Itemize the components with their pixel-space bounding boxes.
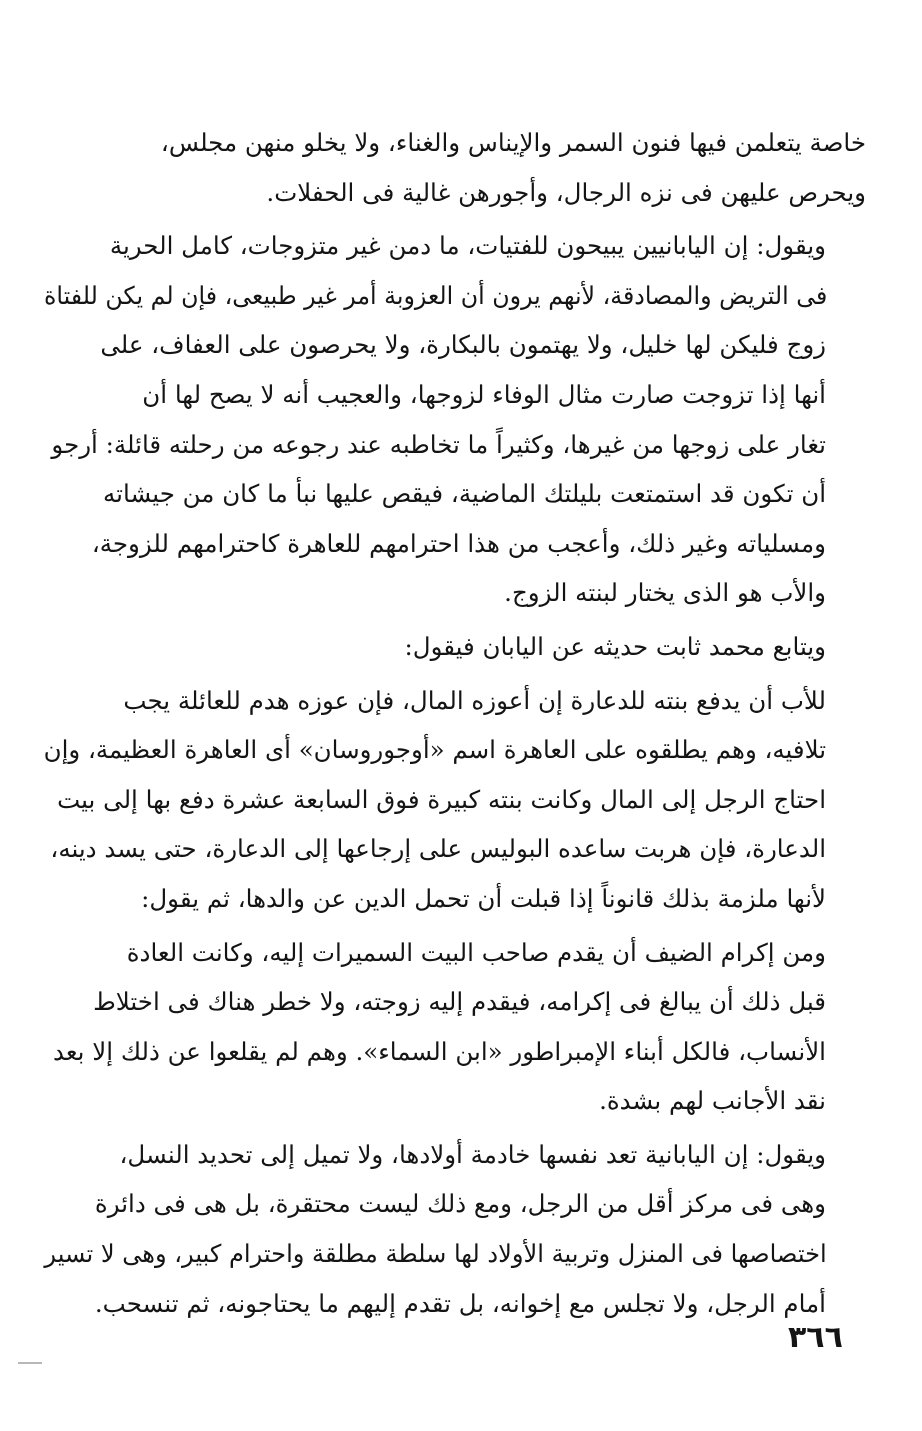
paragraph xyxy=(44,221,866,618)
paragraph xyxy=(44,622,866,672)
text-line: ويتابع محمد ثابت حديثه عن اليابان فيقول: xyxy=(404,631,826,661)
text-line: ومن إكرام الضيف أن يقدم صاحب البيت السميرات إليه، وكانت العادة xyxy=(126,937,826,967)
text-line: وهى فى مركز أقل من الرجل، ومع ذلك ليست محتقرة، بل هى فى دائرة xyxy=(94,1189,826,1219)
text-line: الدعارة، فإن هربت ساعده البوليس على إرجاعها إلى الدعارة، حتى يسد دينه، xyxy=(50,834,826,864)
text-line: أنها إذا تزوجت صارت مثال الوفاء لزوجها، والعجيب أنه لا يصح لها أن xyxy=(142,379,826,409)
text-line: ومسلياته وغير ذلك، وأعجب من هذا احترامهم للعاهرة كاحترامهم للزوجة، xyxy=(91,528,826,558)
text-line: نقد الأجانب لهم بشدة. xyxy=(599,1086,826,1116)
page-body-text xyxy=(44,118,866,1332)
text-line: قبل ذلك أن يبالغ فى إكرامه، فيقدم إليه زوجته، ولا خطر هناك فى اختلاط xyxy=(93,987,826,1017)
page-number: ٣٦٦ xyxy=(788,1320,843,1355)
text-line: أن تكون قد استمتعت بليلتك الماضية، فيقص عليها نبأ ما كان من جيشاته xyxy=(103,479,826,509)
text-line: خاصة يتعلمن فيها فنون السمر والإيناس والغناء، ولا يخلو منهن مجلس، xyxy=(160,128,866,157)
paragraph xyxy=(44,1130,866,1328)
text-line: لأنها ملزمة بذلك قانوناً إذا قبلت أن تحمل الدين عن والدها، ثم يقول: xyxy=(141,883,826,913)
text-line: الأنساب، فالكل أبناء الإمبراطور «ابن السماء». وهم لم يقلعوا عن ذلك إلا بعد xyxy=(52,1036,826,1066)
text-line: احتاج الرجل إلى المال وكانت بنته كبيرة فوق السابعة عشرة دفع بها إلى بيت xyxy=(57,784,826,814)
text-line: اختصاصها فى المنزل وتربية الأولاد لها سلطة مطلقة واحترام كبير، وهى لا تسير xyxy=(44,1239,827,1269)
text-line: تلافيه، وهم يطلقوه على العاهرة اسم «أوجوروسان» أى العاهرة العظيمة، وإن xyxy=(43,735,827,765)
paragraph xyxy=(44,676,866,924)
paragraph xyxy=(44,118,866,217)
scan-speck xyxy=(18,1362,42,1364)
paragraph xyxy=(44,928,866,1126)
text-line: للأب أن يدفع بنته للدعارة إن أعوزه المال، فإن عوزه هدم للعائلة يجب xyxy=(123,685,826,715)
text-line: ويقول: إن اليابانيين يبيحون للفتيات، ما دمن غير متزوجات، كامل الحرية xyxy=(109,231,826,261)
text-line: ويقول: إن اليابانية تعد نفسها خادمة أولادها، ولا تميل إلى تحديد النسل، xyxy=(119,1139,826,1169)
text-line: أمام الرجل، ولا تجلس مع إخوانه، بل تقدم إليهم ما يحتاجونه، ثم تنسحب. xyxy=(94,1288,826,1318)
text-line: تغار على زوجها من غيرها، وكثيراً ما تخاطبه عند رجوعه من رحلته قائلة: أرجو xyxy=(51,429,826,459)
text-line: فى التريض والمصادقة، لأنهم يرون أن العزوبة أمر غير طبيعى، فإن لم يكن للفتاة xyxy=(44,280,828,310)
text-line: والأب هو الذى يختار لبنته الزوج. xyxy=(504,578,826,608)
text-line: زوج فليكن لها خليل، ولا يهتمون بالبكارة، ولا يحرصون على العفاف، على xyxy=(100,330,826,360)
text-line: ويحرص عليهن فى نزه الرجال، وأجورهن غالية فى الحفلات. xyxy=(266,177,866,207)
